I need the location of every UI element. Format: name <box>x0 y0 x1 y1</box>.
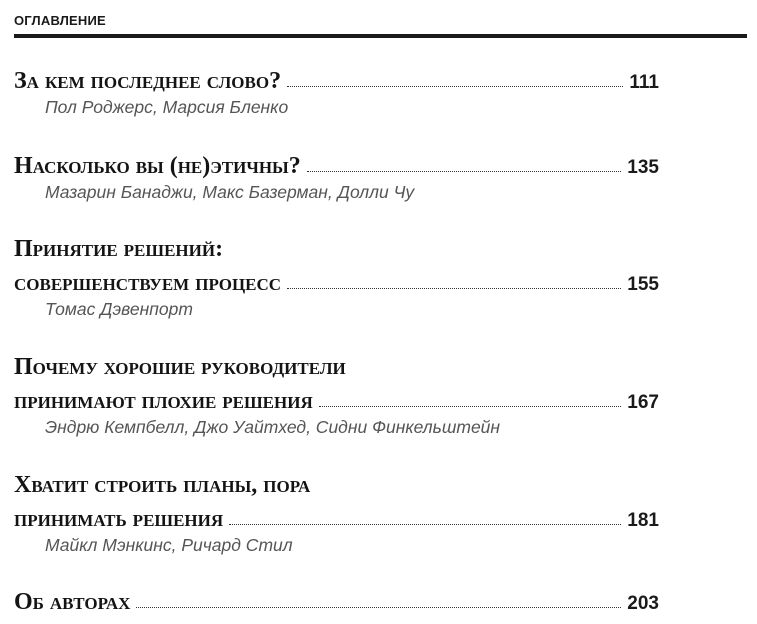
toc-entry-authors: Эндрю Кемпбелл, Джо Уайтхед, Сидни Финкельштейн <box>45 417 501 437</box>
toc-entry-title: Почему хорошие руководители <box>14 354 346 380</box>
page-number: 135 <box>627 157 659 178</box>
page-number: 111 <box>629 72 659 93</box>
dot-leader <box>287 85 623 87</box>
toc-entry[interactable] <box>14 66 659 118</box>
page-number: 155 <box>627 274 659 295</box>
toc-title-line <box>14 66 659 96</box>
page-number: 203 <box>627 593 659 614</box>
toc-entry-title: Об авторах <box>14 589 131 615</box>
toc-title-line <box>14 470 659 500</box>
toc-title-line <box>14 504 659 534</box>
page-number: 181 <box>627 510 659 531</box>
toc-title-line <box>14 268 659 298</box>
dot-leader <box>319 405 622 407</box>
toc-entry[interactable] <box>14 587 659 617</box>
toc-entry-title: Принятие решений: <box>14 236 224 262</box>
toc-title-line <box>14 352 659 382</box>
dot-leader <box>307 170 622 172</box>
toc-entry-title-cont: принимать решения <box>14 506 224 532</box>
dot-leader <box>287 287 621 289</box>
toc-entry[interactable] <box>14 151 659 203</box>
page-number: 167 <box>627 392 659 413</box>
toc-entry-title-cont: принимают плохие решения <box>14 388 313 414</box>
toc-entry-title: Насколько вы (не)этичны? <box>14 153 301 179</box>
toc-title-line <box>14 587 659 617</box>
toc-entry[interactable] <box>14 470 659 556</box>
toc-entry-authors: Мазарин Банаджи, Макс Базерман, Долли Чу <box>45 182 415 202</box>
toc-title-line <box>14 386 659 416</box>
toc-entry-authors: Пол Роджерс, Марсия Бленко <box>45 97 289 117</box>
toc-entry-authors: Майкл Мэнкинс, Ричард Стил <box>45 535 293 555</box>
toc-entry[interactable] <box>14 234 659 320</box>
dot-leader <box>136 606 621 608</box>
dot-leader <box>229 523 621 525</box>
toc-entry-authors: Томас Дэвенпорт <box>45 299 193 319</box>
toc-entry[interactable] <box>14 352 659 438</box>
heading-rule <box>14 34 747 38</box>
toc-entry-title-cont: совершенствуем процесс <box>14 270 282 296</box>
toc-entry-title: Хватит строить планы, пора <box>14 472 311 498</box>
toc-title-line <box>14 151 659 181</box>
toc-title-line <box>14 234 659 264</box>
toc-entry-title: За кем последнее слово? <box>14 68 282 94</box>
toc-heading: ОГЛАВЛЕНИЕ <box>14 13 106 28</box>
